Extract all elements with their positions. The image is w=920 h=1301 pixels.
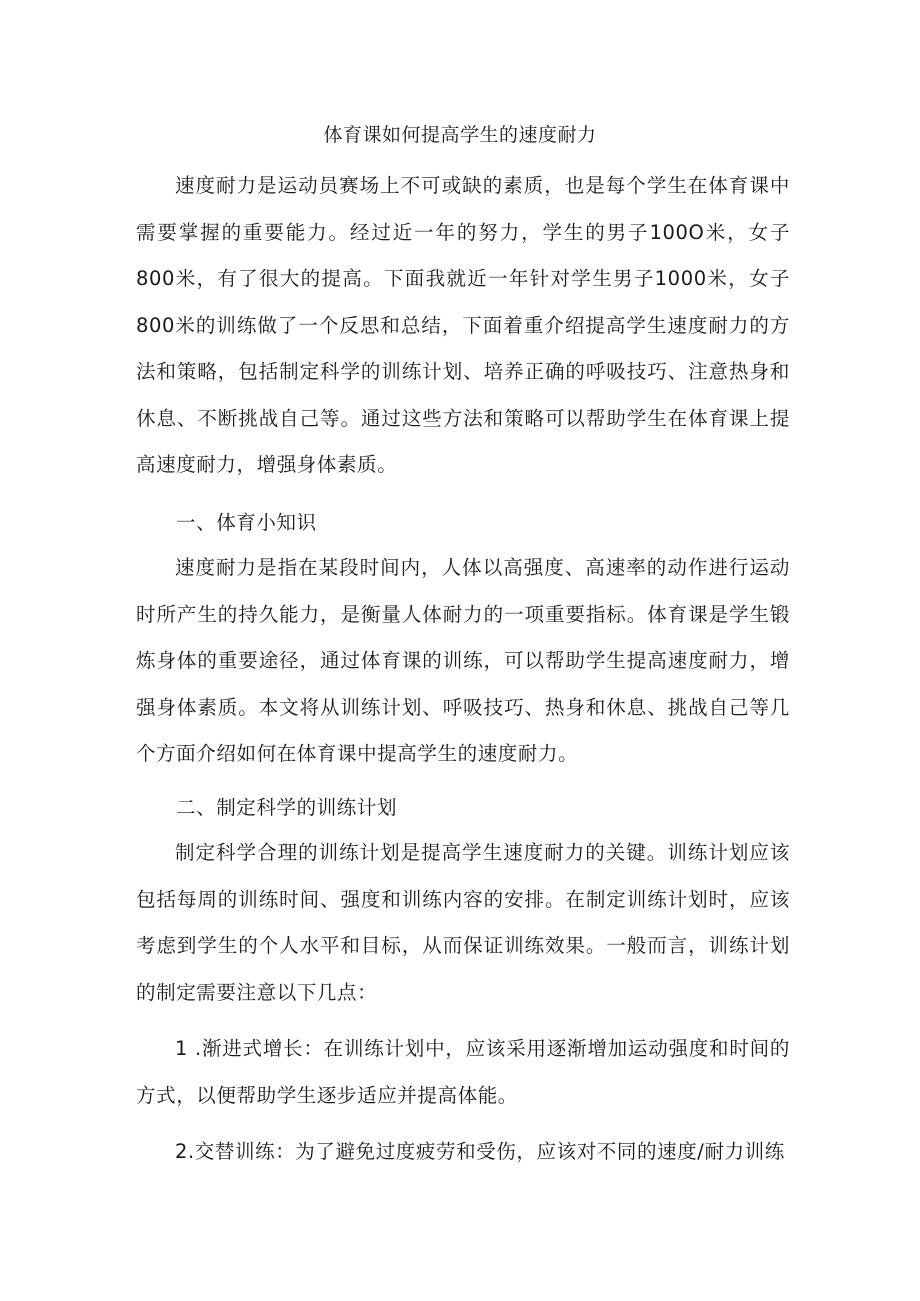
list-item-2: 2.交替训练：为了避免过度疲劳和受伤，应该对不同的速度/耐力训练	[175, 1140, 785, 1163]
list-item-1: 1 .渐进式增长：在训练计划中，应该采用逐渐增加运动强度和时间的方式，以便帮助学生逐步适应并提高体能。	[136, 1037, 790, 1107]
document-title: 体育课如何提高学生的速度耐力	[323, 124, 597, 146]
section-heading-2: 二、制定科学的训练计划	[176, 796, 398, 819]
section-1-paragraph: 速度耐力是指在某段时间内，人体以高强度、高速率的动作进行运动时所产生的持久能力，是衡量人体耐力的一项重要指标。体育课是学生锻炼身体的重要途径，通过体育课的训练，可以帮助学生提高速度耐力，增强身体素质。本文将从训练计划、呼吸技巧、热身和休息、挑战自己等几个方面介绍如何在体育课中提高学生的速度耐力。	[136, 556, 790, 765]
intro-paragraph: 速度耐力是运动员赛场上不可或缺的素质，也是每个学生在体育课中需要掌握的重要能力。经过近一年的努力，学生的男子100O米，女子800米，有了很大的提高。下面我就近一年针对学生男子1000米，女子800米的训练做了一个反思和总结，下面着重介绍提高学生速度耐力的方法和策略，包括制定科学的训练计划、培养正确的呼吸技巧、注意热身和休息、不断挑战自己等。通过这些方法和策略可以帮助学生在体育课上提高速度耐力，增强身体素质。	[136, 174, 790, 476]
section-2-paragraph: 制定科学合理的训练计划是提高学生速度耐力的关键。训练计划应该包括每周的训练时间、强度和训练内容的安排。在制定训练计划时，应该考虑到学生的个人水平和目标，从而保证训练效果。一般而言，训练计划的制定需要注意以下几点：	[136, 841, 790, 1004]
section-heading-1: 一、体育小知识	[176, 511, 317, 534]
